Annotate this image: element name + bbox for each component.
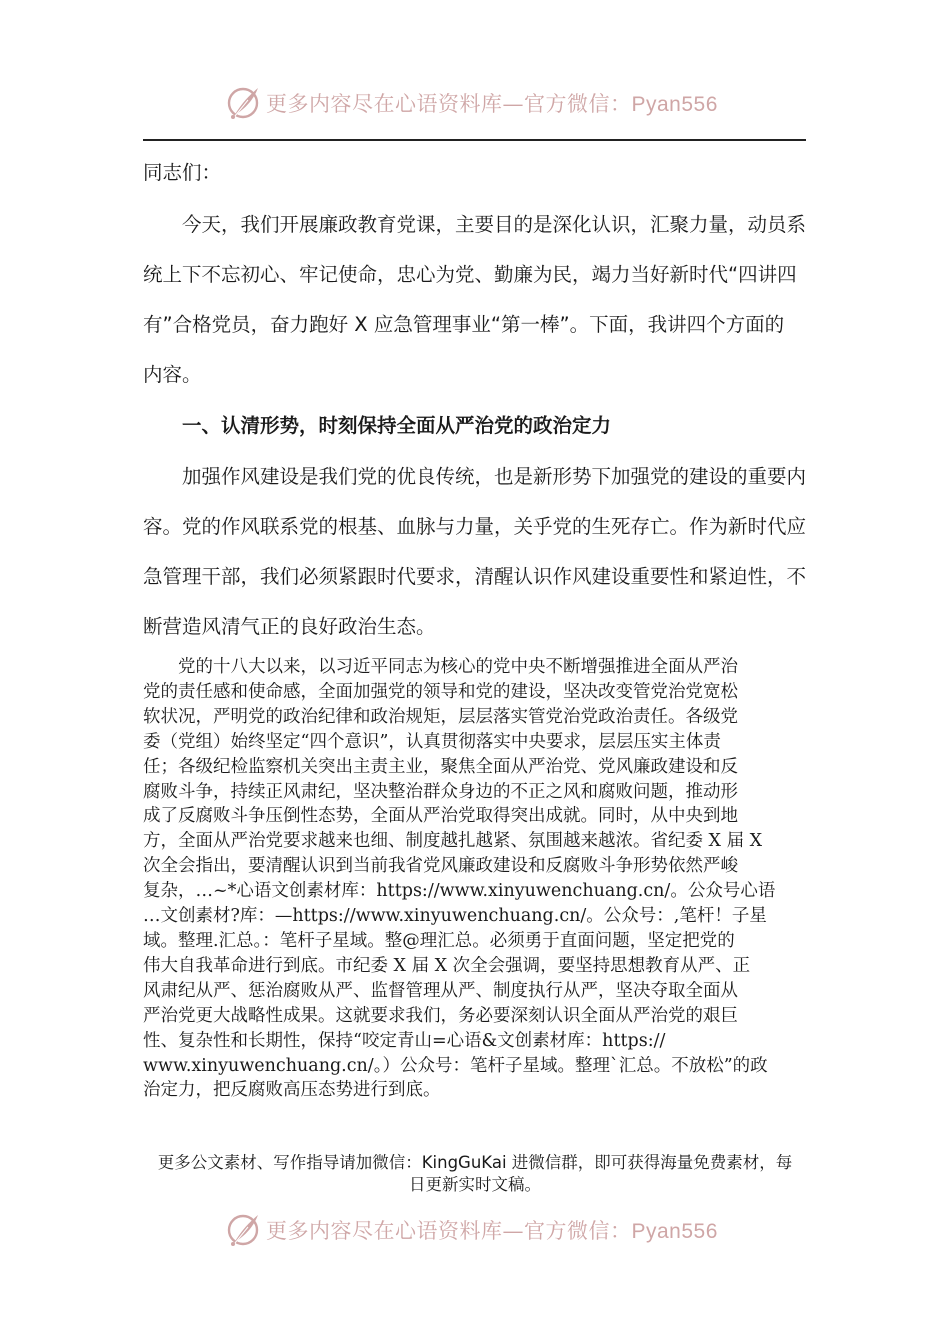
footer-banner-text: 更多内容尽在心语资料库—官方微信：Pyan556 (266, 1219, 718, 1243)
quill-logo-icon (226, 82, 262, 122)
para3-line: 党的责任感和使命感，全面加强党的领导和党的建设，坚决改变管党治党宽松 (143, 681, 738, 702)
footer-note-line2: 日更新实时文稿。 (409, 1175, 541, 1194)
footer-banner (0, 1209, 950, 1249)
header-banner-text: 更多内容尽在心语资料库—官方微信：Pyan556 (266, 92, 718, 116)
greeting: 同志们： (143, 161, 222, 184)
intro-line: 内容。 (143, 363, 202, 386)
footer-wechat-id: Pyan556 (631, 1220, 718, 1243)
para2-line: 容。党的作风联系党的根基、血脉与力量，关乎党的生死存亡。作为新时代应 (143, 515, 807, 538)
footer-note-line1: 更多公文素材、写作指导请加微信：KingGuKai 进微信群，即可获得海量免费素材，每 (157, 1153, 793, 1172)
intro-line: 今天，我们开展廉政教育党课，主要目的是深化认识，汇聚力量，动员系 (182, 213, 807, 236)
para2-line: 断营造风清气正的良好政治生态。 (143, 615, 436, 638)
para3-line: 任；各级纪检监察机关突出主责主业，聚焦全面从严治党、党风廉政建设和反 (143, 756, 738, 777)
para3-line: www.xinyuwenchuang.cn/。）公众号：笔杆子星域。整理`汇总。不放松”的政 (143, 1055, 768, 1076)
para3-line: 成了反腐败斗争压倒性态势，全面从严治党取得突出成就。同时，从中央到地 (143, 806, 738, 827)
intro-line: 统上下不忘初心、牢记使命，忠心为党、勤廉为民，竭力当好新时代“四讲四 (143, 263, 797, 286)
header-divider (143, 139, 806, 141)
quill-logo-icon (226, 1209, 262, 1249)
para3-line: 腐败斗争，持续正风肃纪，坚决整治群众身边的不正之风和腐败问题，推动形 (143, 781, 738, 802)
intro-line: 有”合格党员，奋力跑好 X 应急管理事业“第一棒”。下面，我讲四个方面的 (143, 313, 785, 336)
para2-line: 急管理干部，我们必须紧跟时代要求，清醒认识作风建设重要性和紧迫性，不 (143, 565, 807, 588)
para3-line: 复杂，…~*心语文创素材库：https://www.xinyuwenchuang.cn/。公众号心语 (143, 881, 776, 902)
para3-line: …文创素材?库：—https://www.xinyuwenchuang.cn/。公众号：,笔杆！子星 (143, 906, 767, 927)
para3-line: 次全会指出，要清醒认识到当前我省党风廉政建设和反腐败斗争形势依然严峻 (143, 856, 738, 877)
section-heading: 一、认清形势，时刻保持全面从严治党的政治定力 (182, 414, 612, 437)
para3-line: 风肃纪从严、惩治腐败从严、监督管理从严、制度执行从严，坚决夺取全面从 (143, 980, 738, 1001)
header-wechat-id: Pyan556 (631, 93, 718, 116)
para3-line: 伟大自我革命进行到底。市纪委 X 届 X 次全会强调，要坚持思想教育从严、正 (143, 955, 751, 976)
para3-line: 严治党更大战略性成果。这就要求我们，务必要深刻认识全面从严治党的艰巨 (143, 1005, 738, 1026)
para3-line: 方，全面从严治党要求越来也细、制度越扎越紧、氛围越来越浓。省纪委 X 届 X (143, 831, 763, 852)
header-banner (0, 82, 950, 122)
para3-line: 治定力，把反腐败高压态势进行到底。 (143, 1080, 441, 1101)
para3 (143, 655, 807, 1103)
para2-line: 加强作风建设是我们党的优良传统，也是新形势下加强党的建设的重要内 (182, 465, 807, 488)
para3-line: 性、复杂性和长期性，保持“咬定青山=心语&文创素材库：https:// (143, 1030, 666, 1051)
para3-line: 域。整理.汇总。：笔杆子星域。整@理汇总。必须勇于直面问题，坚定把党的 (143, 930, 735, 951)
para3-line: 委（党组）始终坚定“四个意识”，认真贯彻落实中央要求，层层压实主体责 (143, 731, 721, 752)
para3-line: 党的十八大以来，以习近平同志为核心的党中央不断增强推进全面从严治 (143, 657, 738, 677)
para3-line: 软状况，严明党的政治纪律和政治规矩，层层落实管党治党政治责任。各级党 (143, 706, 738, 727)
